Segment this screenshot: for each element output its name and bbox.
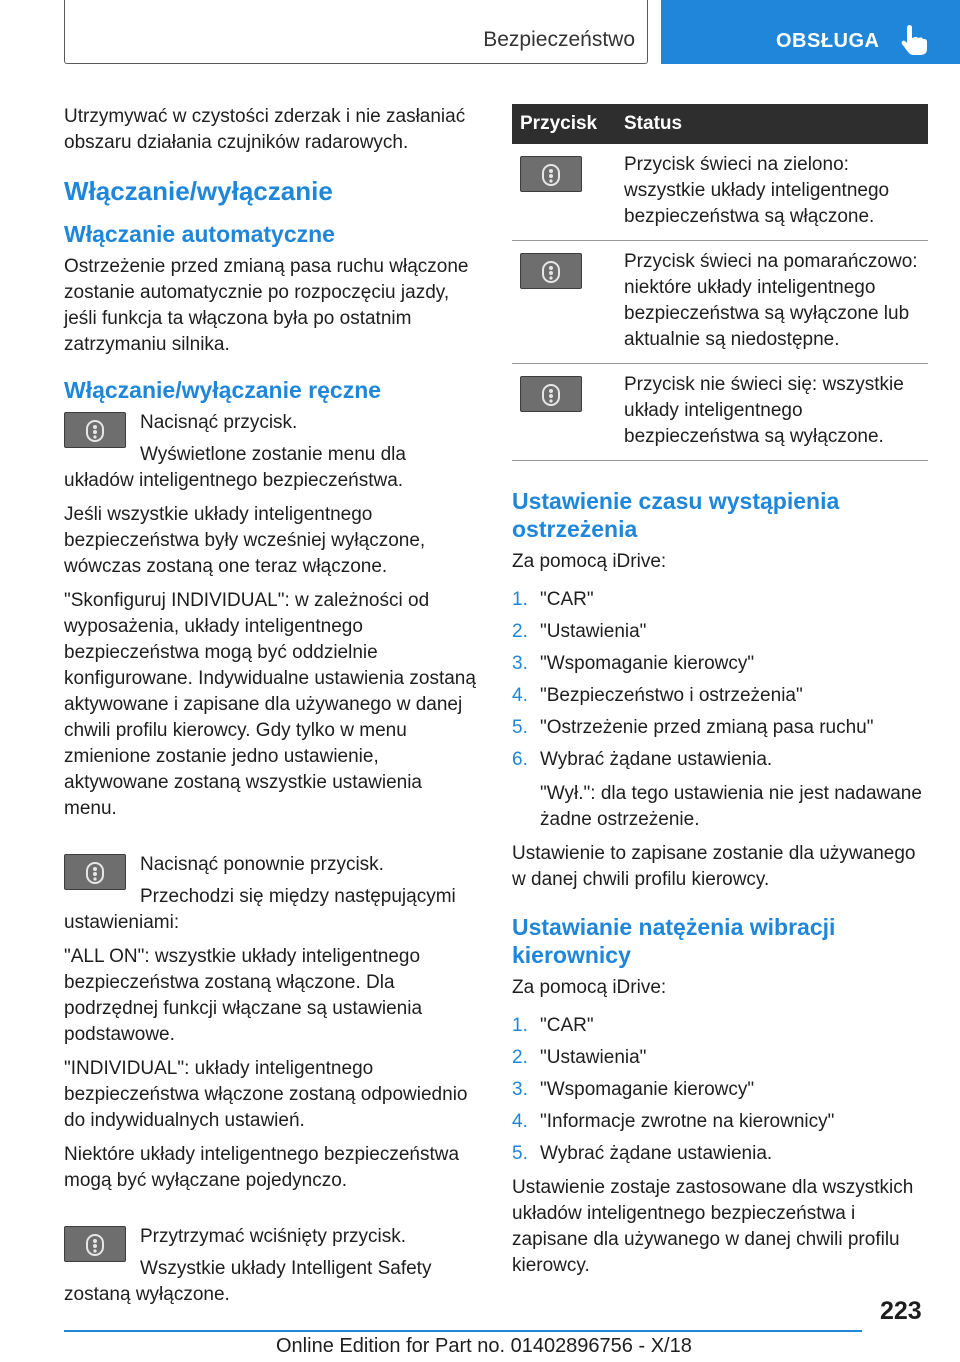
warning-note: "Wył.": dla tego ustawienia nie jest nadawane żadne ostrzeżenie. [540, 783, 922, 830]
status-cell: Przycisk świeci na pomarańczowo: niektóre układy inteligentnego bezpieczeństwa są wyłączone lub aktualnie są niedostępne. [616, 241, 928, 364]
edition-text: Online Edition for Part no. 01402896756 - X/18 [276, 1335, 692, 1357]
list-item: 1. "CAR" [512, 589, 594, 610]
table-row [512, 364, 928, 461]
press-step-3 [64, 1224, 478, 1250]
press2-result: Przechodzi się między następującymi ustawieniami: [64, 886, 456, 933]
vibration-steps [512, 1013, 928, 1167]
list-item: 4. "Bezpieczeństwo i ostrzeżenia" [512, 685, 803, 706]
all-off-text: Jeśli wszystkie układy inteligentnego bezpieczeństwa były wcześniej wyłączone, wówczas zostaną one teraz włączone. [64, 504, 426, 577]
table-row [512, 144, 928, 241]
list-item: 3. "Wspomaganie kierowcy" [512, 653, 755, 674]
press1-result: Wyświetlone zostanie menu dla układów inteligentnego bezpieczeństwa. [64, 444, 406, 491]
heading-auto: Włączanie automatyczne [64, 221, 335, 247]
list-item: 2. "Ustawienia" [512, 621, 647, 642]
individual-text: "INDIVIDUAL": układy inteligentnego bezpieczeństwa włączone zostaną odpowiednio do indywidualnych ustawień. [64, 1058, 468, 1131]
heading-warning-time: Ustawienie czasu wystąpienia ostrzeżenia [512, 488, 840, 542]
press3-result: Wszystkie układy Intelligent Safety zostaną wyłączone. [64, 1258, 432, 1305]
heading-vibration: Ustawianie natężenia wibracji kierownicy [512, 914, 836, 968]
right-column [512, 104, 928, 1287]
safety-button-icon [520, 156, 582, 192]
table-header-row [512, 104, 928, 144]
safety-button-icon [64, 412, 126, 448]
header-section-box [64, 0, 648, 64]
col-header-button: Przycisk [512, 104, 616, 144]
pointing-hand-icon [899, 24, 929, 56]
table-row [512, 241, 928, 364]
press2-text: Nacisnąć ponownie przycisk. [140, 854, 384, 875]
tab-label: OBSŁUGA [776, 30, 880, 52]
list-item: 5. Wybrać żądane ustawienia. [512, 1143, 773, 1164]
auto-text: Ostrzeżenie przed zmianą pasa ruchu włączone zostanie automatycznie po rozpoczęciu jazdy, jeśli funkcja ta włączona była po ostatnim zatrzymaniu silnika. [64, 256, 469, 355]
footer-divider [64, 1330, 862, 1332]
list-item: 1. "CAR" [512, 1015, 594, 1036]
warning-via: Za pomocą iDrive: [512, 551, 667, 572]
heading-on-off: Włączanie/wyłączanie [64, 176, 333, 206]
some-text: Niektóre układy inteligentnego bezpieczeństwa mogą być wyłączane pojedynczo. [64, 1144, 460, 1191]
vibration-via: Za pomocą iDrive: [512, 977, 667, 998]
list-item: 6. Wybrać żądane ustawienia. [512, 749, 773, 770]
intro-text: Utrzymywać w czystości zderzak i nie zasłaniać obszaru działania czujników radarowych. [64, 106, 466, 153]
list-item: 3. "Wspomaganie kierowcy" [512, 1079, 755, 1100]
page-number: 223 [880, 1297, 922, 1325]
left-column [64, 104, 478, 1316]
safety-button-icon [64, 1226, 126, 1262]
list-item: 5. "Ostrzeżenie przed zmianą pasa ruchu" [512, 717, 874, 738]
all-on-text: "ALL ON": wszystkie układy inteligentnego bezpieczeństwa zostaną włączone. Dla podrzędnej funkcji włączane są ustawienia podstawowe. [64, 946, 423, 1045]
warning-saved: Ustawienie to zapisane zostanie dla używanego w danej chwili profilu kierowcy. [512, 843, 916, 890]
section-title: Bezpieczeństwo [483, 28, 635, 51]
status-table [512, 104, 928, 461]
heading-manual: Włączanie/wyłączanie ręczne [64, 377, 382, 403]
safety-button-icon [520, 376, 582, 412]
vibration-applied: Ustawienie zostaje zastosowane dla wszystkich układów inteligentnego bezpieczeństwa i zapisane dla używanego w danej chwili profilu kierowcy. [512, 1177, 914, 1276]
list-item: 4. "Informacje zwrotne na kierownicy" [512, 1111, 835, 1132]
press1-text: Nacisnąć przycisk. [140, 412, 298, 433]
safety-button-icon [520, 253, 582, 289]
status-cell: Przycisk nie świeci się: wszystkie układy inteligentnego bezpieczeństwa są wyłączone. [616, 364, 928, 461]
press-step-2 [64, 852, 478, 878]
press-step-1 [64, 410, 478, 436]
configure-text: "Skonfiguruj INDIVIDUAL": w zależności od wyposażenia, układy inteligentnego bezpieczeństwa mogą być oddzielnie konfigurowane. Indywidualne ustawienia zostaną aktywowane i zapisane dla używanego w danej chwili profilu kierowcy. Gdy tylko w menu zmienione zostanie jedno ustawienie, aktywowane zostaną wszystkie ustawienia menu. [64, 590, 476, 819]
warning-steps [512, 587, 928, 773]
press3-text: Przytrzymać wciśnięty przycisk. [140, 1226, 407, 1247]
status-cell: Przycisk świeci na zielono: wszystkie układy inteligentnego bezpieczeństwa są włączone. [616, 144, 928, 241]
col-header-status: Status [616, 104, 928, 144]
list-item: 2. "Ustawienia" [512, 1047, 647, 1068]
header-tab[interactable] [661, 0, 960, 64]
safety-button-icon [64, 854, 126, 890]
